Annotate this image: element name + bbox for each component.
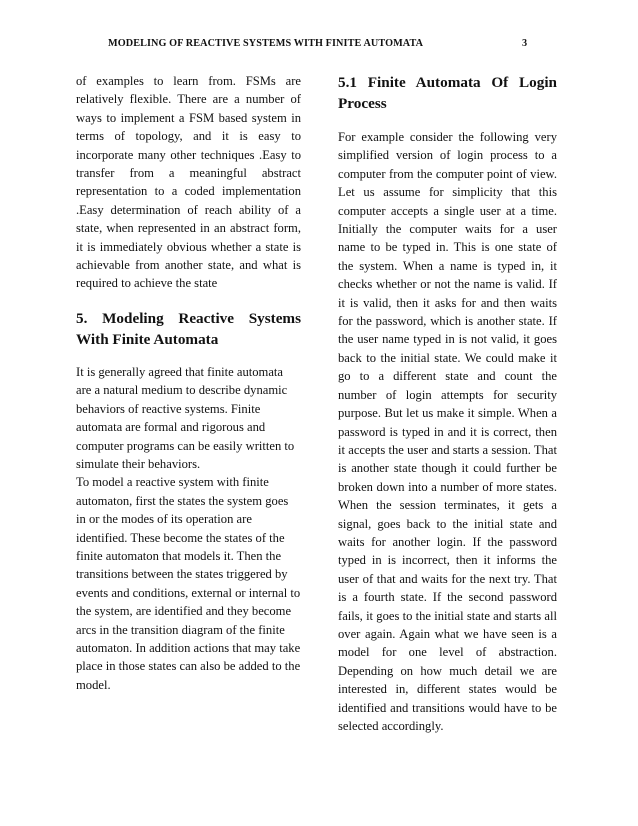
intro-paragraph: of examples to learn from. FSMs are relatively flexible. There are a number of ways to implement a FSM based system in terms of topology, and it is easy to incorporate many other techniques .Easy to transfer from a meaningful abstract representation to a coded implementation .Easy determination of reach ability of a state, when represented in an abstract form, it is immediately obvious whether a state is achievable from another state, and what is required to achieve the state xyxy=(76,74,301,291)
right-column xyxy=(338,72,557,735)
section-heading: 5. Modeling Reactive Systems With Finite Automata xyxy=(76,309,301,348)
section-paragraph-2: To model a reactive system with finite automaton, first the states the system goes in or the modes of its operation are identified. These become the states of the finite automaton that models it. Then the transitions between the states triggered by events and conditions, external or internal to the system, are identified and they become arcs in the transition diagram of the finite automaton. In addition actions that may take place in those states can also be added to the model. xyxy=(76,475,301,692)
subsection-paragraph: For example consider the following very simplified version of login process to a computer from the computer point of view. Let us assume for simplicity that this computer accepts a single user at a time. Initially the computer waits for a user name to be typed in. This is one state of the system. When a name is typed in, it checks whether or not the name is valid. If it is valid, then it asks for and then waits for the password, which is another state. If the user name typed in is not valid, it goes back to the initial state. We could make it go to a different state and count the number of login attempts for security purpose. But let us make it simple. When a password is typed in and it is correct, then it accepts the user and starts a session. That is another state though it could further be broken down into a number of more states. When the session terminates, it gets a signal, goes back to the initial state and waits for another login. If the password typed in is incorrect, then it informs the user of that and waits for the next try. That is a fourth state. If the second password fails, it goes to the initial state and starts all over again. Again what we have seen is a model for one level of abstraction. Depending on how much detail we are interested in, different states would be identified and transitions would have to be selected accordingly. xyxy=(338,130,557,733)
left-column xyxy=(76,72,301,694)
running-header-title: MODELING OF REACTIVE SYSTEMS WITH FINITE AUTOMATA xyxy=(108,38,424,49)
page-number: 3 xyxy=(522,38,528,49)
subsection-heading: 5.1 Finite Automata Of Login Process xyxy=(338,74,557,112)
section-paragraph-1: It is generally agreed that finite automata are a natural medium to describe dynamic behaviors of reactive systems. Finite automata are formal and rigorous and computer programs can be easily written to simulate their behaviors. xyxy=(76,364,295,471)
